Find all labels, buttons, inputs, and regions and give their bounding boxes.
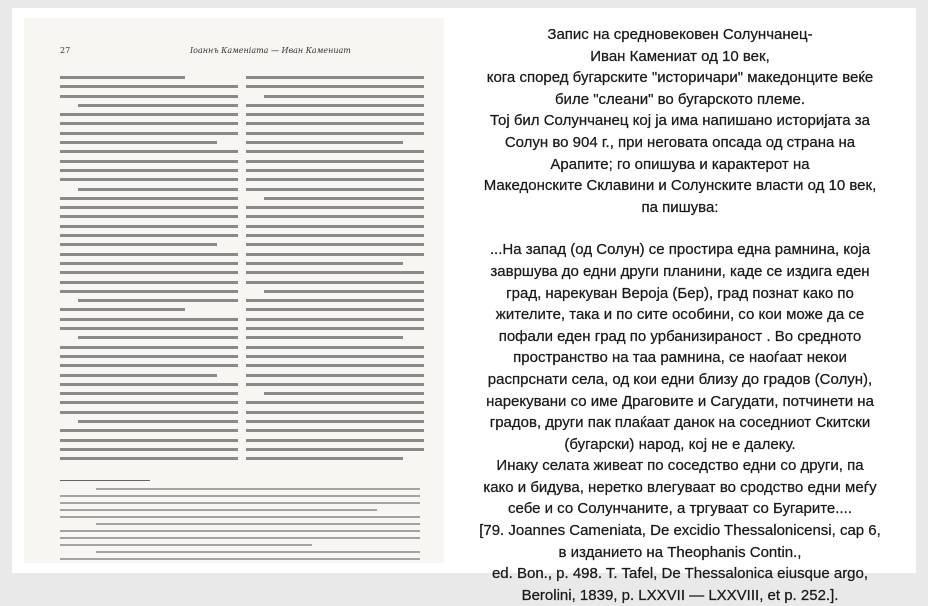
quote-line: градов, други пак плаќаат данок на соседниот Скитски	[489, 414, 871, 432]
scan-text-line	[246, 215, 424, 218]
intro-line: па пишува:	[641, 198, 719, 216]
quote-line: нарекувани со име Драговите и Сагудати, потчинети на	[486, 392, 874, 410]
scan-text-line	[246, 346, 424, 349]
scan-text-line	[246, 150, 424, 153]
quote-line: завршува до едни други планини, каде се издига еден	[490, 262, 870, 280]
scan-text-line	[60, 327, 238, 330]
scan-text-line	[60, 537, 420, 539]
scan-page-number: 27	[60, 46, 71, 55]
scan-text-line	[246, 141, 403, 144]
scan-text-line	[60, 253, 238, 256]
scan-text-line	[60, 364, 238, 367]
scan-text-line	[246, 104, 424, 107]
scan-text-line	[246, 439, 424, 442]
scanned-book-page	[24, 18, 444, 563]
scan-text-line	[60, 401, 238, 404]
scan-text-line	[60, 206, 238, 209]
quote-line: пофали еден град по урбанизираност . Во средното	[498, 327, 862, 345]
reference-line: в изданието на Theophanis Contin.,	[558, 543, 802, 561]
scan-text-line	[246, 308, 424, 311]
scan-text-line	[60, 169, 238, 172]
scan-text-line	[60, 530, 420, 532]
scan-text-line	[60, 308, 185, 311]
scan-text-line	[60, 95, 238, 98]
footnote-rule	[60, 480, 150, 481]
quote-line: како и бидува, неретко влегуваат во сродство едни меѓу	[483, 478, 877, 496]
scan-text-line	[60, 495, 420, 497]
scan-text-line	[246, 243, 424, 246]
reference-line: ed. Bon., p. 498. T. Tafel, De Thessalonica eiusque argo,	[491, 565, 869, 583]
scan-text-line	[246, 178, 424, 181]
scan-text-line	[246, 429, 424, 432]
scan-footnotes	[60, 488, 420, 563]
scan-text-line	[60, 85, 238, 88]
scan-text-line	[246, 411, 424, 414]
scan-text-line	[60, 383, 238, 386]
scan-text-line	[78, 420, 238, 423]
scan-text-line	[246, 188, 424, 191]
quote-line: ...На запад (од Солун) се простира една рамнина, која	[489, 241, 871, 259]
scan-text-line	[60, 262, 238, 265]
scan-text-line	[60, 516, 420, 518]
scan-text-line	[264, 290, 424, 293]
scan-text-line	[78, 188, 238, 191]
scan-text-line	[246, 122, 424, 125]
intro-line: Тој бил Солунчанец кој ја има напишано историјата за	[490, 112, 870, 130]
scan-text-line	[60, 271, 238, 274]
scan-text-line	[60, 225, 238, 228]
scan-text-line	[60, 374, 217, 377]
scan-text-line	[60, 197, 238, 200]
scan-text-line	[78, 299, 238, 302]
reference-line: [79. Joannes Cameniata, De excidio Thessalonicensi, cap 6,	[479, 522, 881, 540]
scan-text-line	[264, 95, 424, 98]
scan-text-line	[78, 336, 238, 339]
scan-text-line	[60, 290, 238, 293]
scan-text-line	[246, 160, 424, 163]
scan-text-line	[246, 457, 403, 460]
scan-text-line	[60, 215, 238, 218]
scan-text-line	[60, 392, 238, 395]
scan-text-line	[60, 318, 238, 321]
scan-text-line	[246, 113, 424, 116]
scan-text-line	[60, 558, 420, 560]
scan-text-line	[60, 150, 238, 153]
quote-line: пространство на таа рамнина, се наоѓаат некои	[513, 349, 847, 367]
scan-text-line	[246, 374, 424, 377]
scan-text-line	[246, 448, 424, 451]
scan-text-line	[60, 178, 238, 181]
transcribed-text	[450, 24, 910, 606]
scan-text-line	[246, 364, 424, 367]
scan-text-line	[264, 197, 424, 200]
scan-text-line	[246, 206, 424, 209]
scan-text-line	[60, 76, 185, 79]
quote-line: Инаку селата живеат по соседство едни со други, па	[496, 457, 864, 475]
scan-text-line	[246, 234, 424, 237]
intro-line: Арапите; го опишува и карактерот на	[550, 155, 810, 173]
scan-column-left	[60, 76, 238, 471]
scan-text-line	[60, 160, 238, 163]
scan-text-line	[60, 509, 377, 511]
scan-text-line	[60, 234, 238, 237]
scan-text-line	[246, 262, 403, 265]
scan-text-line	[246, 271, 424, 274]
scan-text-line	[60, 411, 238, 414]
scan-text-line	[60, 448, 238, 451]
scan-text-line	[246, 355, 424, 358]
title-line: биле "слеани" во бугарското племе.	[554, 90, 806, 108]
scan-text-line	[78, 104, 238, 107]
scan-text-line	[264, 392, 424, 395]
scan-text-line	[60, 281, 238, 284]
scan-text-line	[246, 76, 424, 79]
quote-line: (бугарски) народ, кој не е далеку.	[564, 435, 796, 453]
scan-text-line	[246, 85, 424, 88]
title-line: Иван Камениат од 10 век,	[590, 47, 770, 65]
scan-header	[60, 46, 420, 60]
scan-text-line	[246, 253, 424, 256]
scan-text-line	[246, 132, 424, 135]
scan-text-line	[60, 122, 238, 125]
scan-text-line	[246, 318, 424, 321]
image-frame	[12, 8, 916, 604]
title-line: Запис на средновековен Солунчанец-	[547, 26, 813, 43]
scan-text-line	[246, 225, 424, 228]
title-line: кога според бугарските "историчари" македонците веќе	[486, 69, 874, 87]
scan-text-line	[246, 336, 403, 339]
scan-text-line	[60, 243, 217, 246]
scan-text-line	[246, 383, 424, 386]
scan-text-line	[246, 401, 424, 404]
scan-text-line	[60, 113, 238, 116]
scan-text-line	[60, 457, 238, 460]
scan-text-line	[60, 346, 238, 349]
scan-text-line	[60, 132, 238, 135]
scan-text-line	[60, 544, 312, 546]
scan-text-line	[96, 488, 420, 490]
scan-text-line	[246, 299, 424, 302]
scan-text-line	[60, 429, 238, 432]
scan-column-right	[246, 76, 424, 471]
reference-line: Berolini, 1839, p. LXXVII — LXXVIII, et p. 252.].	[521, 586, 839, 604]
quote-line: распрснати села, од кои едни близу до градов (Солун),	[487, 370, 873, 388]
scan-text-line	[60, 141, 217, 144]
quote-line: себе и со Солунчаните, а тргуваат со Бугарите....	[508, 500, 852, 518]
scan-text-line	[60, 502, 420, 504]
scan-running-head: Іоаннъ Каменіата — Иван Камениат	[190, 46, 351, 55]
scan-text-line	[60, 355, 238, 358]
scan-text-line	[60, 439, 238, 442]
scan-text-line	[96, 551, 420, 553]
intro-line: Македонските Склавини и Солунските власти од 10 век,	[483, 177, 877, 195]
scan-text-line	[246, 420, 424, 423]
scan-text-line	[96, 523, 420, 525]
quote-line: град, нарекуван Вероја (Бер), град познат како по	[506, 284, 854, 302]
scan-text-line	[246, 281, 424, 284]
intro-line: Солун во 904 г., при неговата опсада од страна на	[504, 133, 856, 151]
paragraph-gap	[450, 218, 910, 239]
quote-line: жителите, така и по сите особини, со кои може да се	[495, 306, 865, 324]
scan-text-line	[246, 327, 424, 330]
scan-text-line	[246, 169, 424, 172]
